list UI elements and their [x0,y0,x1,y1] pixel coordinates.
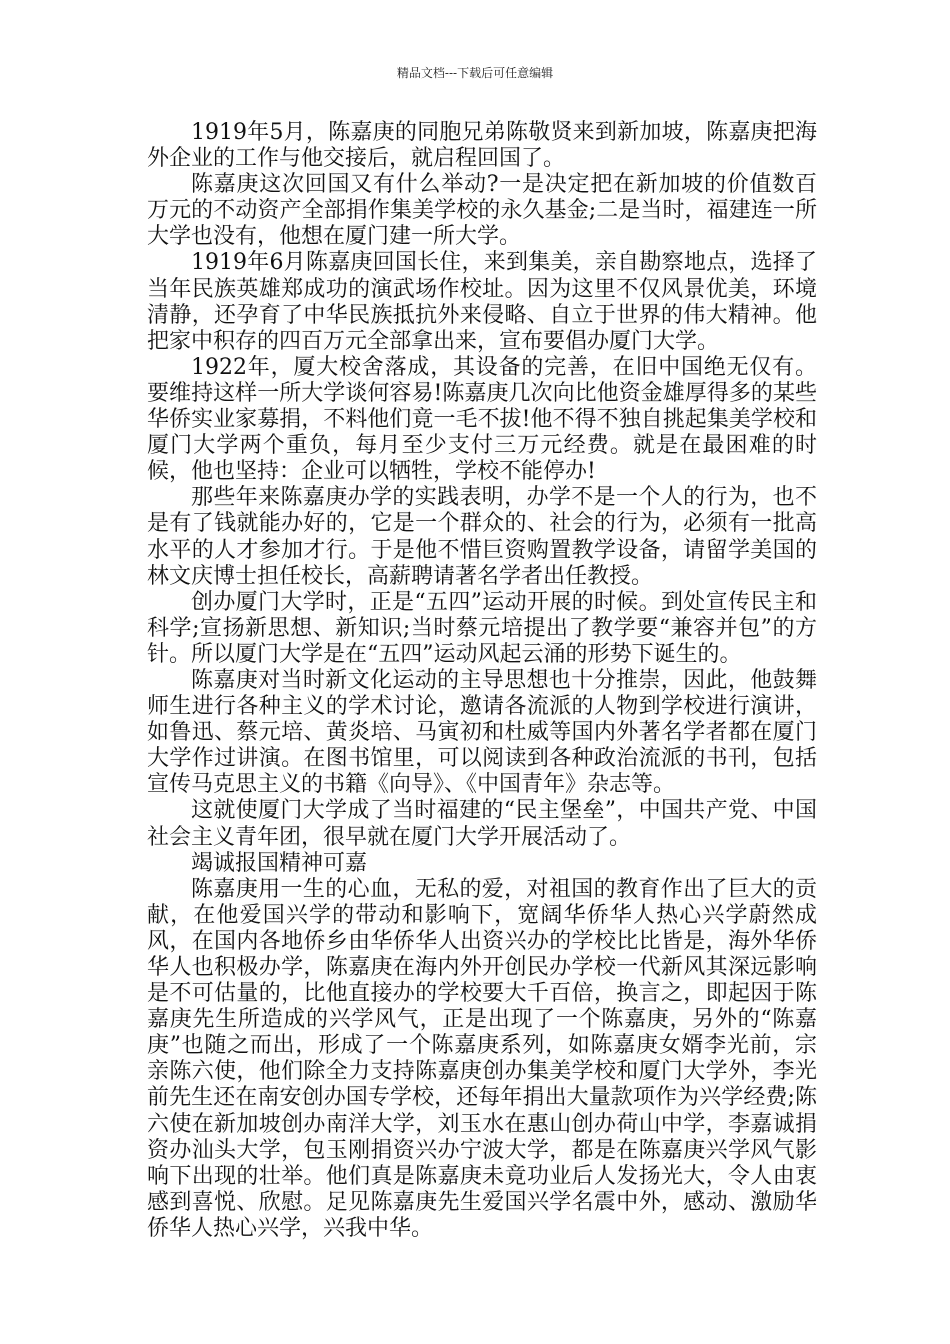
paragraph-return-home: 1919年5月，陈嘉庚的同胞兄弟陈敬贤来到新加坡，陈嘉庚把海外企业的工作与他交接后，就启程回国了。 [147,120,817,172]
paragraph-campus-completion: 1922年，厦大校舍落成，其设备的完善，在旧中国绝无仅有。要维持这样一所大学谈何容易!陈嘉庚几次向比他资金雄厚得多的某些华侨实业家募捐，不料他们竟一毛不拔!他不得不独自挑起集美学校和厦门大学两个重负，每月至少支付三万元经费。就是在最困难的时候，他也坚持：企业可以牺牲，学校不能停办! [147,354,817,485]
paragraph-new-culture: 陈嘉庚对当时新文化运动的主导思想也十分推崇，因此，他鼓舞师生进行各种主义的学术讨论，邀请各流派的人物到学校进行演讲，如鲁迅、蔡元培、黄炎培、马寅初和杜威等国内外著名学者都在厦门大学作过讲演。在图书馆里，可以阅读到各种政治流派的书刊，包括宣传马克思主义的书籍《向导》、《中国青年》杂志等。 [147,667,817,798]
paragraph-democracy-fortress: 这就使厦门大学成了当时福建的“民主堡垒”，中国共产党、中国社会主义青年团，很早就在厦门大学开展活动了。 [147,798,817,850]
paragraph-donation-plan: 陈嘉庚这次回国又有什么举动?一是决定把在新加坡的价值数百万元的不动资产全部捐作集美学校的永久基金;二是当时，福建连一所大学也没有，他想在厦门建一所大学。 [147,172,817,250]
paragraph-school-practice: 那些年来陈嘉庚办学的实践表明，办学不是一个人的行为，也不是有了钱就能办好的，它是一个群众的、社会的行为，必须有一批高水平的人才参加才行。于是他不惜巨资购置教学设备，请留学美国的林文庆博士担任校长，高薪聘请著名学者出任教授。 [147,485,817,589]
section-heading: 竭诚报国精神可嘉 [191,850,368,876]
article-body [147,120,817,1242]
page-header: 精品文档---下载后可任意编辑 [396,66,554,80]
paragraph-may-fourth: 创办厦门大学时，正是“五四”运动开展的时候。到处宣传民主和科学;宣扬新思想、新知识;当时蔡元培提出了教学要“兼容并包”的方针。所以厦门大学是在“五四”运动风起云涌的形势下诞生的。 [147,589,817,667]
paragraph-site-selection: 1919年6月陈嘉庚回国长住，来到集美，亲自勘察地点，选择了当年民族英雄郑成功的演武场作校址。因为这里不仅风景优美，环境清静，还孕育了中华民族抵抗外来侵略、自立于世界的伟大精神。他把家中积存的四百万元全部拿出来，宣布要倡办厦门大学。 [147,250,817,354]
paragraph-legacy: 陈嘉庚用一生的心血，无私的爱，对祖国的教育作出了巨大的贡献，在他爱国兴学的带动和影响下，宽阔华侨华人热心兴学蔚然成风，在国内各地侨乡由华侨华人出资兴办的学校比比皆是，海外华侨华人也积极办学，陈嘉庚在海内外开创民办学校一代新风其深远影响是不可估量的，比他直接办的学校要大千百倍，换言之，即起因于陈嘉庚先生所造成的兴学风气，正是出现了一个陈嘉庚，另外的“陈嘉庚”也随之而出，形成了一个陈嘉庚系列，如陈嘉庚女婿李光前，宗亲陈六使，他们除全力支持陈嘉庚创办集美学校和厦门大学外，李光前先生还在南安创办国专学校，还每年捐出大量款项作为兴学经费;陈六使在新加坡创办南洋大学，刘玉水在惠山创办荷山中学，李嘉诚捐资办汕头大学，包玉刚捐资兴办宁波大学，都是在陈嘉庚兴学风气影响下出现的壮举。他们真是陈嘉庚未竟功业后人发扬光大，令人由衷感到喜悦、欣慰。足见陈嘉庚先生爱国兴学名震中外，感动、激励华侨华人热心兴学，兴我中华。 [147,876,817,1241]
